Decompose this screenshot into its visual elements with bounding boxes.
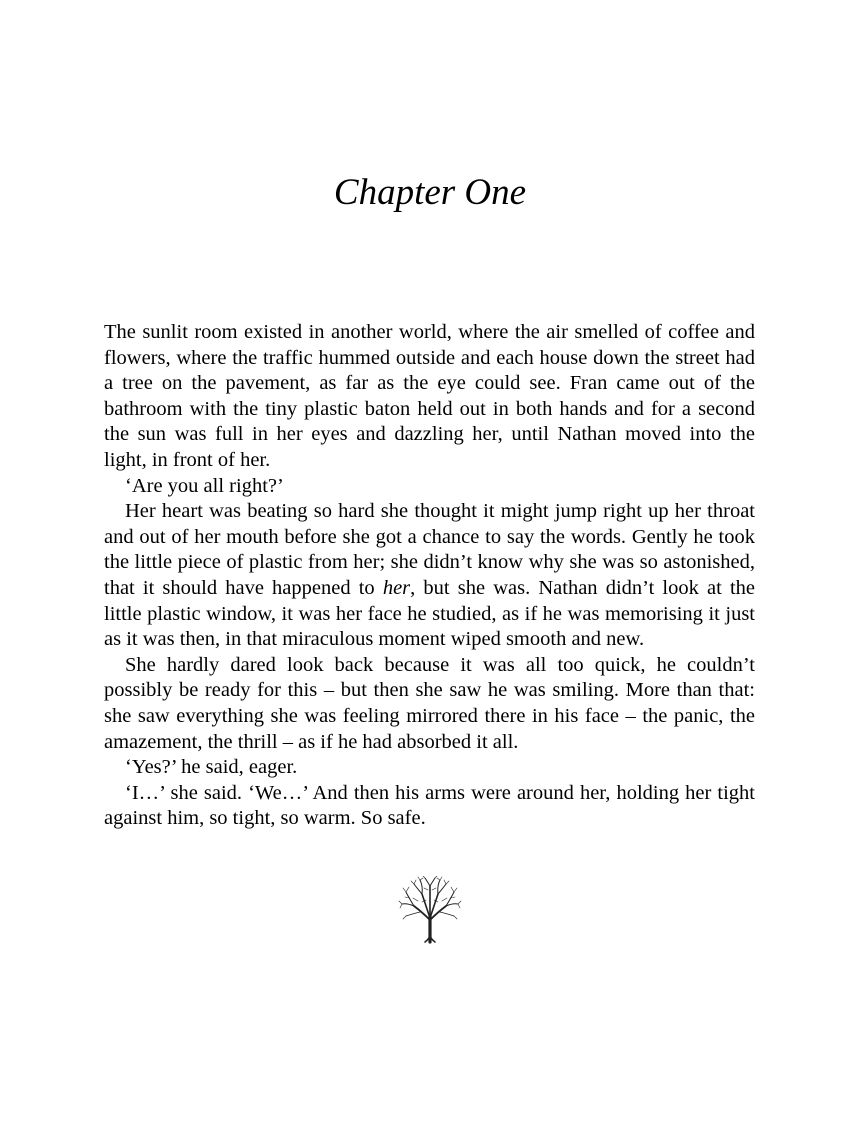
chapter-title: Chapter One <box>333 172 527 213</box>
paragraph-4: She hardly dared look back because it was all too quick, he couldn’t possibly be ready for this – but then she saw he was smiling. More than that: she saw everything she was feeling mirrored there in his face – the panic, the amazement, the thrill – as if he had absorbed it all. <box>104 653 755 753</box>
paragraph-6: ‘I…’ she said. ‘We…’ And then his arms were around her, holding her tight against him, so tight, so warm. So safe. <box>104 781 755 830</box>
paragraph-3-text-after: , but she was. Nathan didn’t look at the little plastic window, it was her face he studied, as if he was memorising it just as it was then, in that miraculous moment wiped smooth and new. <box>104 576 755 651</box>
paragraph-5: ‘Yes?’ he said, eager. <box>125 756 298 779</box>
paragraph-3-emphasis: her <box>382 576 411 599</box>
paragraph-2: ‘Are you all right?’ <box>125 474 284 497</box>
paragraph-3 <box>104 499 755 653</box>
bare-tree-icon <box>398 876 462 944</box>
paragraph-1: The sunlit room existed in another world, where the air smelled of coffee and flowers, where the traffic hummed outside and each house down the street had a tree on the pavement, as far as the eye could see. Fran came out of the bathroom with the tiny plastic baton held out in both hands and for a second the sun was full in her eyes and dazzling her, until Nathan moved into the light, in front of her. <box>104 321 755 471</box>
chapter-body <box>104 320 755 832</box>
paragraph-3-text-before: Her heart was beating so hard she thought it might jump right up her throat and out of her mouth before she got a chance to say the words. Gently he took the little piece of plastic from her; she didn’t know why she was so astonished, that it should have happened to <box>104 500 755 599</box>
